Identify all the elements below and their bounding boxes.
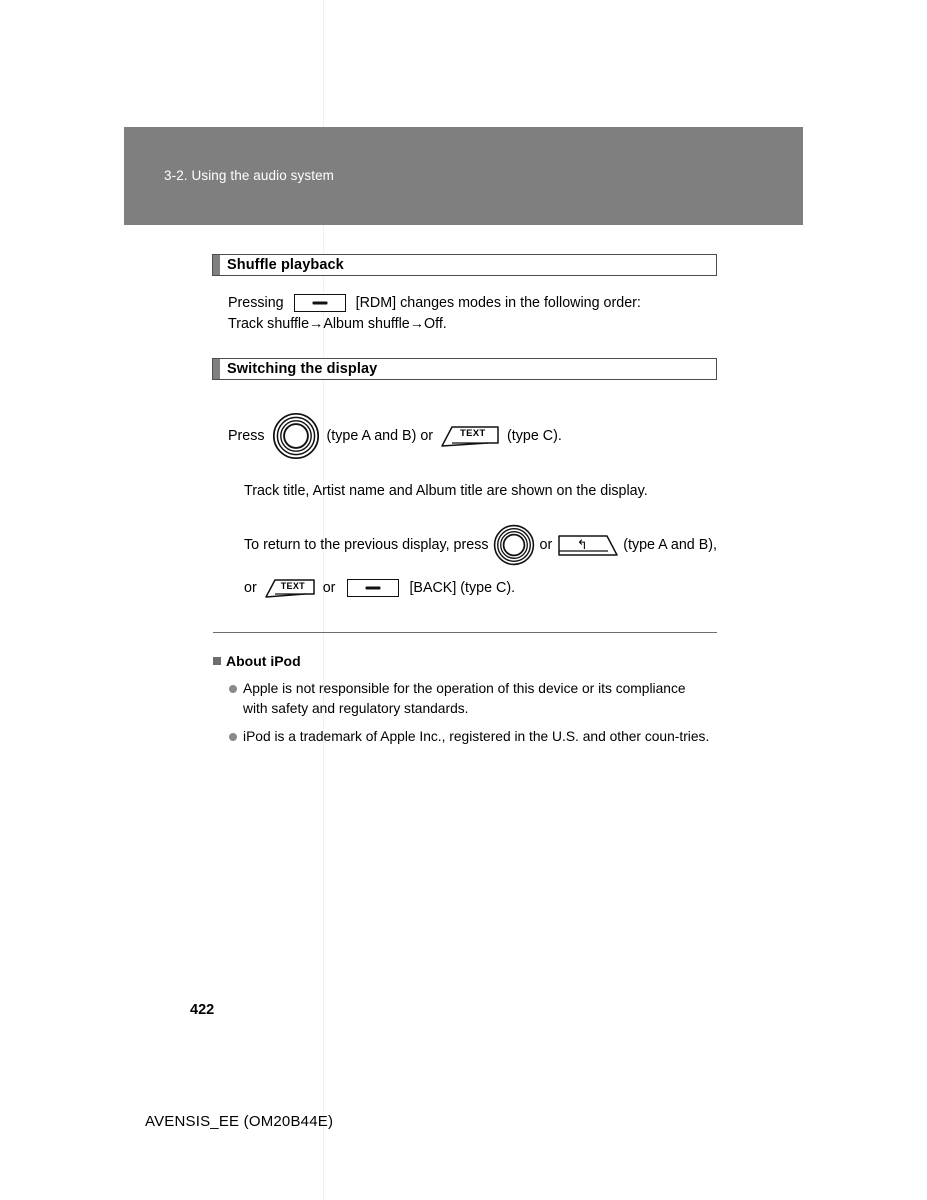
rotary-knob-icon[interactable] bbox=[272, 412, 320, 460]
press-lead-text: Press bbox=[228, 427, 265, 444]
round-bullet-icon bbox=[229, 685, 237, 693]
notes-heading bbox=[213, 652, 717, 670]
chapter-header-band bbox=[124, 127, 803, 225]
shuffle-order-text: Track shuffle→Album shuffle→Off. bbox=[228, 316, 447, 332]
document-footer-code: AVENSIS_EE (OM20B44E) bbox=[145, 1113, 334, 1130]
press-tail-text: (type C). bbox=[507, 427, 562, 444]
paragraph-shuffle-pressing bbox=[228, 293, 717, 335]
page-number: 422 bbox=[190, 1002, 215, 1018]
paragraph-press-display bbox=[228, 412, 717, 460]
text-button-icon[interactable] bbox=[440, 424, 500, 448]
return-lead-text: To return to the previous display, press bbox=[244, 536, 489, 553]
or-lead-text: or bbox=[244, 579, 257, 596]
section-title-shuffle-playback: Shuffle playback bbox=[227, 257, 344, 273]
return-or-text: or bbox=[539, 536, 553, 553]
notes-block bbox=[213, 652, 717, 747]
return-tail-text: (type A and B), bbox=[623, 536, 717, 553]
typec-tail-text: [BACK] (type C). bbox=[409, 579, 516, 596]
section-accent-bar bbox=[213, 255, 220, 275]
section-header-switching-display bbox=[212, 358, 717, 380]
rdm-dash-button-icon[interactable] bbox=[347, 579, 399, 597]
round-bullet-icon bbox=[229, 733, 237, 741]
note-item-text: iPod is a trademark of Apple Inc., registered in the U.S. and other coun-tries. bbox=[243, 729, 710, 744]
paragraph-return-display-typec bbox=[244, 577, 717, 599]
note-list-item bbox=[229, 679, 717, 718]
section-title-switching-display: Switching the display bbox=[227, 361, 378, 377]
section-accent-bar bbox=[213, 359, 220, 379]
paragraph-return-display bbox=[244, 524, 717, 566]
back-button-icon[interactable] bbox=[557, 533, 619, 557]
text-button-label: TEXT bbox=[280, 581, 305, 591]
text-button-icon[interactable] bbox=[264, 577, 316, 599]
square-bullet-icon bbox=[213, 657, 221, 665]
rdm-dash-button-icon[interactable] bbox=[294, 294, 346, 312]
back-arrow-glyph: ↰ bbox=[576, 537, 588, 552]
section-divider bbox=[213, 632, 717, 633]
pressing-post-text: [RDM] changes modes in the following order: bbox=[355, 295, 641, 311]
section-header-shuffle-playback bbox=[212, 254, 717, 276]
press-mid-text: (type A and B) or bbox=[326, 427, 434, 444]
or2-text: or bbox=[322, 579, 336, 596]
note-list-item bbox=[229, 727, 717, 747]
pressing-lead-text: Pressing bbox=[228, 295, 284, 311]
text-button-label: TEXT bbox=[460, 428, 486, 439]
rotary-knob-icon[interactable] bbox=[493, 524, 535, 566]
page-content bbox=[212, 254, 717, 747]
notes-heading-label: About iPod bbox=[226, 653, 301, 669]
chapter-title: 3-2. Using the audio system bbox=[164, 168, 335, 183]
paragraph-track-title-info: Track title, Artist name and Album title are shown on the display. bbox=[244, 483, 648, 499]
note-item-text: Apple is not responsible for the operation of this device or its compliance with safety and regulatory standards. bbox=[243, 681, 686, 716]
